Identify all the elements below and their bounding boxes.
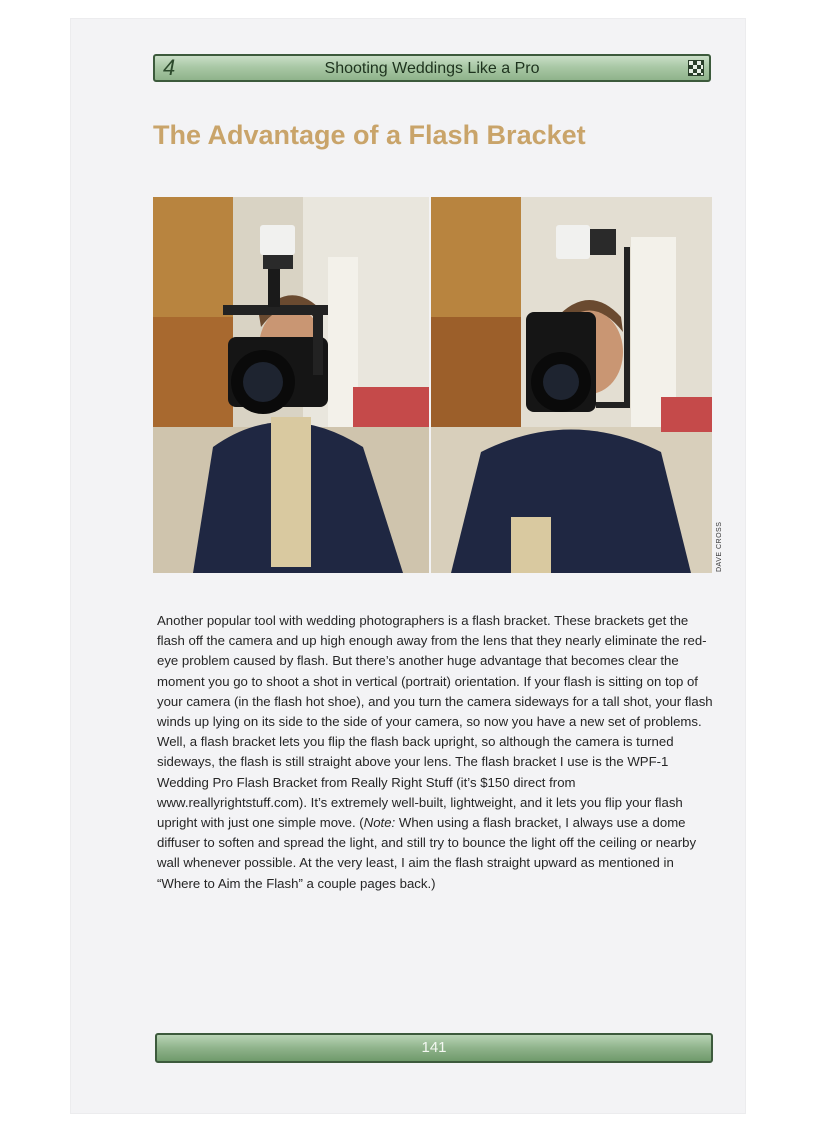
page-number: 141 bbox=[421, 1039, 447, 1056]
body-text-part-2: When using a flash bracket, I always use a dome diffuser to soften and spread the light, and still try to bounce the light off the ceiling or nearby wall whenever possible. At the very least, I aim the flash straight upward as mentioned in “Where to Aim the Flash” a couple pages back.) bbox=[157, 815, 697, 891]
footer-bar bbox=[155, 1033, 713, 1063]
photo-horizontal-flash-bracket bbox=[153, 197, 429, 573]
photo-credit: DAVE CROSS bbox=[716, 521, 723, 572]
article-heading: The Advantage of a Flash Bracket bbox=[153, 120, 586, 150]
chapter-title: Shooting Weddings Like a Pro bbox=[324, 60, 540, 77]
chapter-header-bar bbox=[153, 54, 711, 82]
photo-vertical-flash-bracket bbox=[431, 197, 712, 573]
grid-icon bbox=[688, 60, 704, 76]
note-label: Note: bbox=[363, 815, 396, 831]
chapter-number: 4 bbox=[163, 55, 176, 80]
article-body bbox=[157, 611, 713, 894]
body-text-part-1: Another popular tool with wedding photographers is a flash bracket. These brackets get the flash off the camera and up high enough away from the lens that they nearly eliminate the red-eye problem caused by flash. But there’s another huge advantage that becomes clear the moment you go to shoot a shot in vertical (portrait) orientation. If your flash is sitting on top of your camera (in the flash hot shoe), and you turn the camera sideways for a tall shot, your flash winds up lying on its side to the side of your camera, so now you have a new set of problems. Well, a flash bracket lets you flip the flash back upright, so although the camera is turned sideways, the flash is still straight above your lens. The flash bracket I use is the WPF-1 Wedding Pro Flash Bracket from Really Right Stuff (it’s $150 direct from www.reallyrightstuff.com). It’s extremely well-built, lightweight, and it lets you flip your flash upright with just one simple move. ( bbox=[157, 613, 713, 831]
